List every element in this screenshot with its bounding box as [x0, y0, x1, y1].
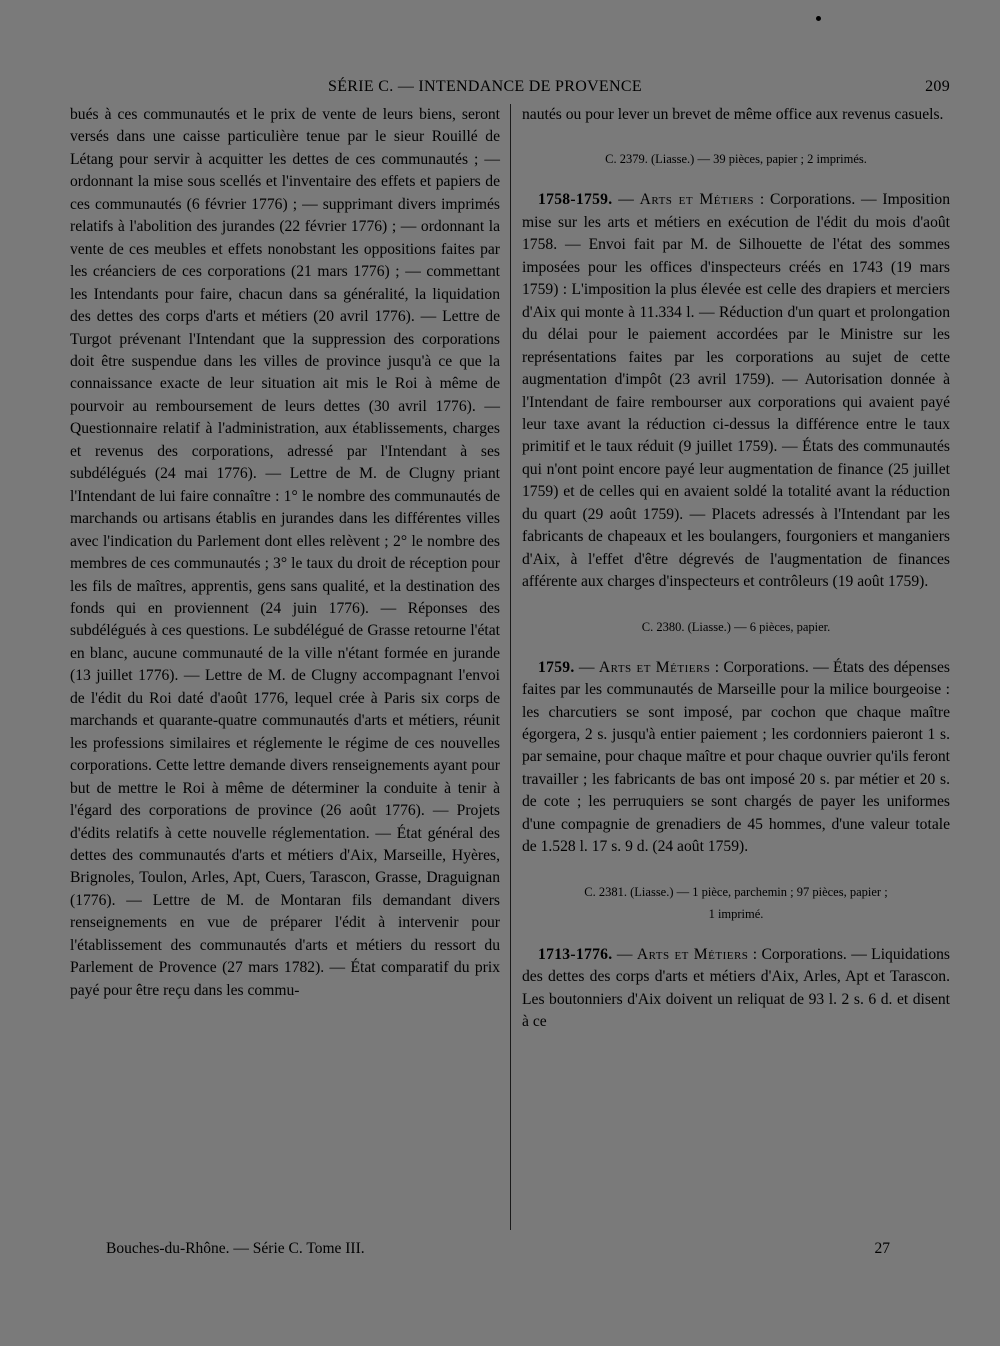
- page-number: 209: [925, 78, 950, 95]
- entry-subject: Arts et Métiers: [639, 191, 755, 209]
- entry-subject-rest: : Corporations.: [748, 945, 847, 963]
- page-header: [60, 78, 950, 100]
- entry-2379: [522, 189, 950, 593]
- left-column: [70, 104, 500, 1002]
- footer-volume: Bouches-du-Rhône. — Série C. Tome III.: [106, 1240, 365, 1257]
- entry-subject-rest: : Corporations.: [754, 191, 856, 209]
- entry-date: 1759.: [538, 658, 575, 676]
- cote-2381: [522, 881, 950, 925]
- entry-dash: —: [574, 658, 599, 676]
- entry-text: — États des dépenses faites par les communautés de Marseille pour la milice bourgeoise : les charcutiers se sont imposé, par cochon que chaque maître égorgera, 2 s. jusqu'à entier paiement ; les cordonniers paieront 1 s. par semaine, pour chaque maître et pour chaque ouvrier qu'ils feront travailler ; les fabricants de bas ont imposé 20 s. par métier et 20 s. de cote ; les perruquiers se sont chargés de payer les uniformes d'une compagnie de grenadiers de 45 hommes, d'une valeur totale de 1.528 l. 17 s. 9 d. (24 août 1759).: [522, 658, 950, 856]
- entry-2381: [522, 944, 950, 1034]
- cote-line: C. 2381. (Liasse.) — 1 pièce, parchemin ; 97 pièces, papier ;: [584, 884, 888, 899]
- signature-mark: 27: [874, 1240, 890, 1257]
- entry-dash: —: [612, 191, 640, 209]
- entry-subject-rest: : Corporations.: [710, 658, 809, 676]
- cote-line: 1 imprimé.: [708, 906, 764, 921]
- column-divider: [510, 104, 511, 1230]
- cote-2379: C. 2379. (Liasse.) — 39 pièces, papier ; 2 imprimés.: [605, 152, 867, 167]
- entry-dash: —: [612, 945, 637, 963]
- cote-2380: C. 2380. (Liasse.) — 6 pièces, papier.: [641, 619, 831, 634]
- left-column-text: bués à ces communautés et le prix de vente de leurs biens, seront versés dans une caisse particulière tenue par le sieur Rouillé de Létang pour servir à acquitter les dettes de ces communautés ; — ordonnant la mise sous scellés et l'inventaire des effets et papiers de ces communautés (6 février 1776) ; — supprimant divers imprimés relatifs à l'abolition des jurandes (22 février 1776) ; — ordonnant la vente de ces meubles et effets nonobstant les oppositions faites par les créanciers de ces corporations (21 mars 1776) ; — commettant les Intendants pour faire, chacun dans sa généralité, la liquidation des dettes des corps d'arts et métiers (20 avril 1776). — Lettre de Turgot prévenant l'Intendant que la suppression des corporations doit être suspendue dans les villes de province jusqu'à ce que la connaissance exacte de leur situation ait mis le Roi à même de pourvoir au remboursement de leurs dettes (30 avril 1776). — Questionnaire relatif à l'administration, aux établissements, charges et revenus des corporations, adressé par l'Intendant à ses subdélégués (24 mai 1776). — Lettre de M. de Clugny priant l'Intendant de lui faire connaître : 1° le nombre des communautés de marchands ou artisans établis en jurandes dans les différentes villes avec l'indication du Parlement dont elles relèvent ; 2° le nombre des membres de ces communautés ; 3° le taux du droit de réception pour les fils de maîtres, apprentis, gens sans qualité, et la destination des fonds qui en proviennent (24 juin 1776). — Réponses des subdélégués à ces questions. Le subdélégué de Grasse retourne l'état en blanc, aucune communauté de la ville n'étant formée en jurande (13 juillet 1776). — Lettre de M. de Clugny accompagnant l'envoi de l'édit du Roi daté d'août 1776, lequel crée à Paris six corps de marchands et quarante-quatre communautés d'arts et métiers, réunit les professions similaires et réglemente le régime de ces nouvelles corporations. Cette lettre demande divers renseignements ayant pour but de mettre le Roi à même de déterminer la conduite à tenir à l'égard des corporations de province (26 août 1776). — Projets d'édits relatifs à cette nouvelle réglementation. — État général des dettes des communautés d'arts et métiers d'Aix, Marseille, Hyères, Brignoles, Toulon, Arles, Apt, Cuers, Tarascon, Grasse, Draguignan (1776). — Lettre de M. de Montaran fils demandant divers renseignements en vue de préparer l'édit à intervenir pour l'établissement des communautés d'arts et métiers du ressort du Parlement de Provence (27 mars 1782). — État comparatif du prix payé pour être reçu dans les commu-: [70, 106, 500, 999]
- continuation-text: nautés ou pour lever un brevet de même office aux revenus casuels.: [522, 106, 944, 123]
- entry-2380: [522, 657, 950, 859]
- page-footer: [60, 1240, 890, 1264]
- running-title: SÉRIE C. — INTENDANCE DE PROVENCE: [328, 78, 642, 95]
- entry-date: 1758-1759.: [538, 191, 613, 209]
- entry-date: 1713-1776.: [538, 945, 613, 963]
- entry-subject: Arts et Métiers: [636, 945, 749, 963]
- entry-subject: Arts et Métiers: [598, 658, 711, 676]
- right-column: [522, 104, 950, 1034]
- entry-text: — Imposition mise sur les arts et métiers en exécution de l'édit du mois d'août 1758. — Envoi fait par M. de Silhouette de l'état des sommes imposées pour les offices d'inspecteurs créés en 1743 (19 mars 1759) : L'imposition la plus élevée est celle des drapiers et merciers d'Aix qui monte à 11.334 l. — Réduction d'un quart et prolongation du délai pour le paiement accordées par le Ministre sur les représentations faites par les corporations au sujet de cette augmentation d'impôt (23 avril 1759). — Autorisation donnée à l'Intendant de faire rembourser aux corporations qui avaient payé leur taxe avant la réduction ci-dessus la différence entre le taux primitif et le taux réduit (9 juillet 1759). — États des communautés qui n'ont point encore payé leur augmentation de finance (25 juillet 1759) et de celles qui en avaient soldé la totalité avant la réduction du quart (29 août 1759). — Placets adressés à l'Intendant par les fabricants de chapeaux et les boulangers, fourgoniers et manganiers d'Aix, à l'effet d'être dégrevés de l'augmentation de finances afférente aux charges d'inspecteurs et contrôleurs (19 août 1759).: [522, 191, 950, 591]
- entry-text: — Liquidations des dettes des corps d'arts et métiers d'Aix, Arles, Apt et Tarascon. Les boutonniers d'Aix doivent un reliquat de 93 l. 2 s. 6 d. et disent à ce: [522, 945, 950, 1031]
- ink-speck: [816, 16, 821, 21]
